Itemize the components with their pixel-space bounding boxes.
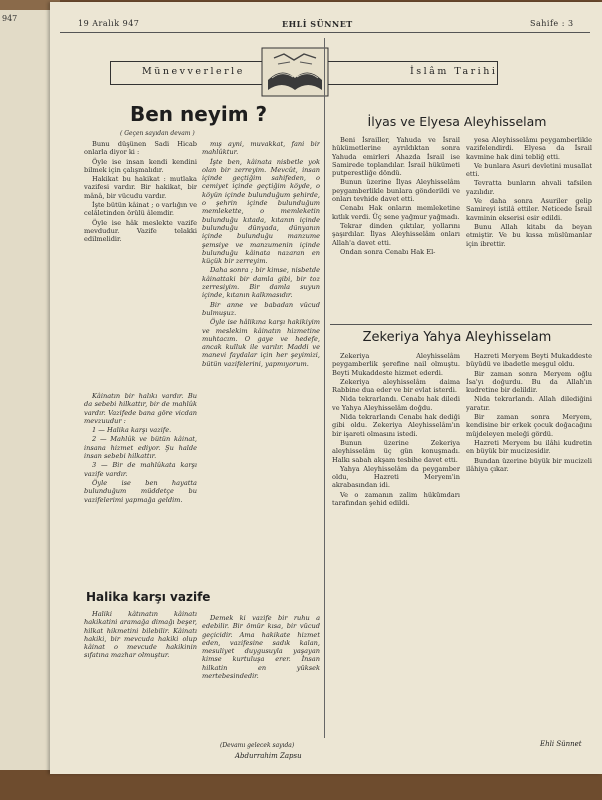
left-column-a-bottom — [84, 610, 197, 740]
paragraph: Bir zaman sonra Meryem, kendisine bir erkek çocuk doğacağını müjdeleyen meleği gördü. — [466, 413, 592, 438]
right-column-c — [332, 136, 460, 322]
left-column-a-top — [84, 140, 197, 392]
paragraph: Hazreti Meryem bu ilâhi kudretin en büyük bir mucizesidir. — [466, 438, 592, 456]
paragraph: İşte ben, kâinata nisbetle yok olan bir zerreyim. Mevcût, insan içinde geçtiğim sahifeden, o cemiyet içinde geçtiğim köyde, o köyün içinde bulunduğum şehirde, o şehrin içinde bulunduğum memlekette, o memleketin bulunduğu kıtada, kıtanın içinde bulunduğu dünyada, dünyanın içinde bulunduğu manzume şemsiye ve manzumenin içinde bulunduğu kâinata nazaran en küçük bir zerreyim. — [202, 157, 320, 266]
paragraph: Bunu düşünen Sadi Hicab onlarla diyor ki : — [84, 140, 197, 157]
paragraph: İşte bütün kâinat ; o varlığın ve celâletinden örülü âlemdir. — [84, 201, 197, 218]
paragraph: Bir zaman sonra Meryem oğlu İsa'yı doğurdu. Bu da Allah'ın kudretine bir delildir. — [466, 369, 592, 395]
paragraph: Haliki kâtınatın kâinatı hakikatini aramağa dimağı beşer, hilkat hikmetini bilebilir. Kâinatı hakiki, bir mevcuda hakiki olup kâinat o mevcude hakikinin sıfatına mazhar olmuştur. — [84, 610, 197, 660]
previous-page-number: 947 — [2, 14, 18, 23]
header-date: 19 Aralık 947 — [78, 19, 140, 28]
header-page-number: Sahife : 3 — [530, 19, 574, 28]
paragraph: Bunun üzerine Zekeriya aleyhisselâm üç gün konuşmadı. Halkı sabah akşam tesbihe davet etti. — [332, 438, 460, 464]
left-article-title: Ben neyim ? — [130, 102, 268, 126]
right-article-title: İlyas ve Elyesa Aleyhisselam — [367, 114, 547, 129]
paragraph: Hakikat bu hakikat : mutlaka vazifesi vardır. Bir hakikat, bir mânâ, bir vücudu vardır. — [84, 175, 197, 200]
paragraph: Yahya Aleyhisselâm da peygamber oldu, Hazreti Meryem'in akrabasından idi. — [332, 464, 460, 490]
paragraph: Kâinatın bir halıkı vardır. Bu da sebebi hilkattır, bir de mahlûk vardır. Vazifede bana göre vicdan mevzuudur : — [84, 392, 197, 425]
author-name: Abdurrahim Zapsu — [235, 752, 302, 760]
left-column-b — [202, 140, 320, 610]
paragraph: Bunu Allah kitabı da beyan etmiştir. Ve bu kıssa müslümanlar için ibrettir. — [466, 222, 592, 248]
header-paper-name: EHLİ SÜNNET — [282, 19, 353, 29]
left-subheading: Halika karşı vazife — [86, 590, 211, 604]
paragraph: Cenabı Hak onların memleketine kıtlık verdi. Üç sene yağmur yağmadı. — [332, 204, 460, 221]
paragraph: Daha sonra ; bir kimse, nisbetde kâinattaki bir damla gibi, bir toz zerresiyim. Bir damla suyun içinde, kıtanın kalkmasıdır. — [202, 266, 320, 300]
paragraph: 3 — Bir de mahlûkata karşı vazife vardır. — [84, 461, 197, 478]
paragraph: Zekeriya aleyhisselâm daima Rabbine dua eder ve bir evlat isterdi. — [332, 377, 460, 395]
right-subheading: Zekeriya Yahya Aleyhisselam — [362, 330, 552, 345]
open-book-icon — [260, 44, 330, 100]
paragraph: Beni İsrailler, Yahuda ve İsrail hükümetlerine ayrıldıktan sonra Yahuda emirleri Ahazda İsrail ise Samirede toplandılar. İsrail hükümeti putperestliğe döndü. — [332, 136, 460, 178]
paragraph: Nida tekrarlandı. Allah dilediğini yaratır. — [466, 395, 592, 412]
column-divider — [324, 38, 325, 738]
paragraph: Tevratta bunların ahvali tafsilen yazılıdır. — [466, 179, 592, 196]
paragraph: Ve bunlara Asuri devletini musallat etti. — [466, 161, 592, 179]
paragraph: Öyle ise hâlikına karşı hakikiyim ve meslekim kâinatın hizmetine muhtacım. O gaye ve hedefe, ancak kulluk ile varılır. Maddi ve manevi faydalar için her şeyimizi, bütün vazifelerini, yapmıyorum. — [202, 318, 320, 368]
section-rule — [330, 324, 592, 325]
paragraph: Ve daha sonra Asuriler gelip Samireyi istilâ ettiler. Neticede İsrail kavminin ekserisi esir edildi. — [466, 197, 592, 222]
left-band-label: Münevverlerle — [142, 66, 245, 77]
paragraph: yesa Aleyhisselâmı peygamberlikle vazifelendirdi. Elyesa da İsrail kavmine hak dini tebliğ etti. — [466, 136, 592, 161]
paragraph: Öyle ise hâk meslekte vazife mevdudur. Vazife telakki edilmelidir. — [84, 218, 197, 244]
paragraph: 2 — Mahlûk ve bütün kâinat, insana hizmet ediyor. Şu halde insan sebebi hilkattır. — [84, 435, 197, 461]
paragraph: Nida tekrarlandı Cenabı hak dediği gibi oldu. Zekeriya Aleyhisselâm'ın bir işareti olmasını istedi. — [332, 413, 460, 438]
newspaper-page — [50, 2, 602, 774]
right-band-label: İslâm Tarihi — [410, 66, 498, 77]
paragraph: Bunun üzerine İlyas Aleyhisselâm peygamberlikle bunlara gönderildi ve onları tevhide davet etti. — [332, 178, 460, 204]
left-column-b-bottom — [202, 614, 320, 724]
paragraph: mış ayni, muvakkat, fani bir mahlûktur. — [202, 140, 320, 157]
left-column-a-italic — [84, 392, 197, 577]
paragraph: Nida tekrarlandı. Cenabı hak diledi ve Yahya Aleyhisselâm doğdu. — [332, 395, 460, 412]
paragraph: Zekeriya Aleyhisselâm peygamberlik şerefine nail olmuştu. Beyti Mukaddeste hizmet ederdi. — [332, 352, 460, 377]
paragraph: Öyle ise insan kendi kendini bilmek için çalışmalıdır. — [84, 157, 197, 174]
paragraph: Bundan üzerine büyük bir mucizeli ilâhiya çıkar. — [466, 456, 592, 473]
continued-next-label: (Devamı gelecek sayıda) — [220, 742, 295, 749]
header-rule — [60, 32, 590, 33]
paragraph: Demek ki vazife bir ruhu a edebilir. Bir ömür kısa, bir vücud geçicidir. Ama hakikate hizmet eden, vazifesine sadık kalan, mesuliyet duygusuyla yaşayan kimse kurtuluşa erer. İnsan hilkatin en yüksek mertebesindedir. — [202, 614, 320, 681]
paragraph: Bir anne ve babadan vücud bulmuşuz. — [202, 300, 320, 317]
right-column-d — [466, 136, 592, 322]
paragraph: Öyle ise ben hayatta bulunduğum müddetçe bu vazifelerimi yapmağa geldim. — [84, 478, 197, 504]
paragraph: Ve o zamanın zalim hükümdarı tarafından şehid edildi. — [332, 490, 460, 508]
paragraph: 1 — Halika karşı vazife. — [92, 426, 172, 435]
paragraph: Hazreti Meryem Beyti Mukaddeste büyüdü ve ibadetle meşgul oldu. — [466, 352, 592, 369]
continued-label: ( Geçen sayıdan devam ) — [120, 130, 195, 137]
signature: Ehli Sünnet — [540, 740, 582, 748]
paragraph: Ondan sonra Cenabı Hak El- — [340, 247, 436, 256]
right-column-e — [332, 352, 460, 752]
paragraph: Tekrar dinden çıktılar, yollarını şaşırdılar. İlyas Aleyhisselâm onları Allah'a davet etti. — [332, 221, 460, 247]
right-column-f — [466, 352, 592, 736]
